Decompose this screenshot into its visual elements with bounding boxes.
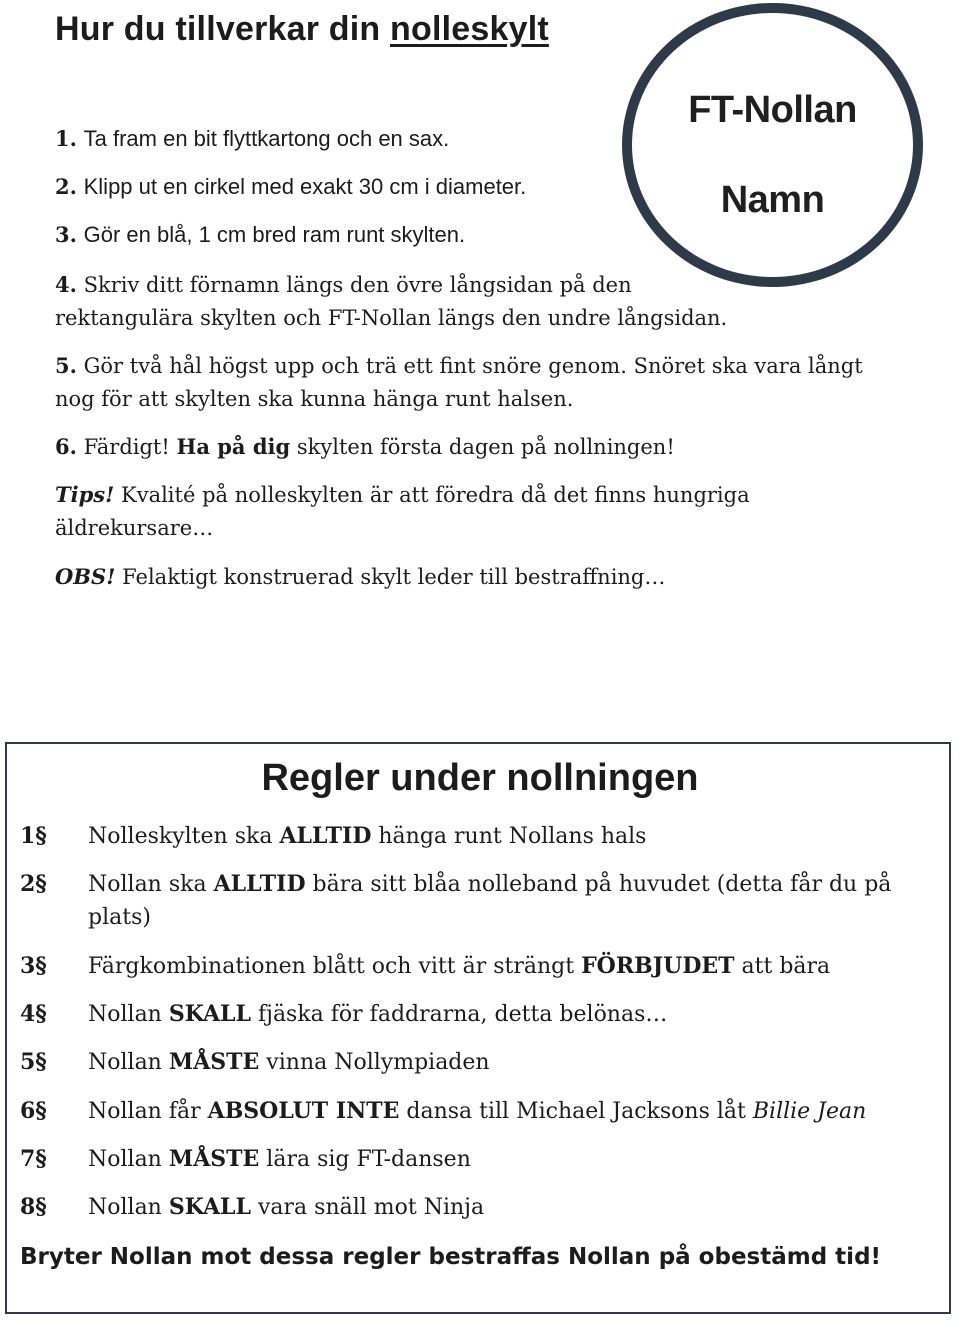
- rule-text: Nollan MÅSTE vinna Nollympiaden: [88, 1049, 490, 1075]
- tips-label: Tips!: [55, 482, 115, 507]
- step-number: 3.: [55, 222, 77, 247]
- badge-line-namn: Namn: [720, 179, 825, 221]
- rule-text: Nollan MÅSTE lära sig FT-dansen: [88, 1146, 471, 1172]
- step-text-bold: Ha på dig: [176, 434, 291, 459]
- rules-title: Regler under nollningen: [261, 757, 699, 799]
- step-number: 2.: [55, 174, 77, 199]
- step-text-a: Färdigt!: [83, 435, 177, 459]
- rule-text: Nollan SKALL vara snäll mot Ninja: [88, 1194, 485, 1220]
- step-text: Klipp ut en cirkel med exakt 30 cm i diameter.: [83, 174, 527, 199]
- step-number: 4.: [55, 272, 77, 297]
- rule-text: Nolleskylten ska ALLTID hänga runt Nollans hals: [88, 823, 647, 849]
- tips-text-line1: Kvalité på nolleskylten är att föredra då det finns hungriga: [114, 483, 750, 507]
- title-prefix: Hur du tillverkar din: [55, 10, 391, 48]
- step-text: Gör en blå, 1 cm bred ram runt skylten.: [83, 222, 466, 247]
- rule-number: 1§: [20, 823, 47, 849]
- rule-text: Färgkombinationen blått och vitt är strängt FÖRBJUDET att bära: [88, 953, 831, 979]
- title-underlined-word: nolleskylt: [390, 10, 549, 48]
- rule-number: 7§: [20, 1146, 47, 1172]
- tips-text-line2: äldrekursare…: [55, 516, 214, 540]
- rule-text: Nollan får ABSOLUT INTE dansa till Michael Jacksons låt Billie Jean: [88, 1098, 867, 1124]
- step-text-line2: nog för att skylten ska kunna hänga runt halsen.: [55, 387, 574, 411]
- step-5: [55, 349, 863, 416]
- rule-number: 2§: [20, 871, 47, 897]
- rule-text: Nollan ska ALLTID bära sitt blåa nolleband på huvudet (detta får du på plats): [88, 871, 892, 930]
- step-3: [55, 218, 465, 252]
- step-number: 1.: [55, 126, 77, 151]
- tips-note: [55, 478, 750, 545]
- rules-footer-warning: Bryter Nollan mot dessa regler bestraffas Nollan på obestämd tid!: [20, 1244, 882, 1270]
- page-title: [55, 8, 549, 50]
- step-6: [55, 430, 675, 464]
- rule-number: 8§: [20, 1194, 47, 1220]
- rule-text: Nollan SKALL fjäska för faddrarna, detta belönas…: [88, 1001, 668, 1027]
- step-2: [55, 170, 526, 204]
- step-number: 5.: [55, 353, 77, 378]
- rule-number: 4§: [20, 1001, 47, 1027]
- rule-number: 6§: [20, 1098, 47, 1124]
- step-text-line2: rektangulära skylten och FT-Nollan längs den undre långsidan.: [55, 306, 728, 330]
- step-text-b: skylten första dagen på nollningen!: [290, 435, 675, 459]
- name-badge-example: [622, 3, 923, 287]
- rule-number: 5§: [20, 1049, 47, 1075]
- badge-line-ft-nollan: FT-Nollan: [688, 89, 857, 131]
- step-number: 6.: [55, 434, 77, 459]
- step-1: [55, 122, 449, 156]
- step-4: [55, 268, 727, 335]
- obs-text: Felaktigt konstruerad skylt leder till bestraffning…: [115, 565, 666, 589]
- obs-note: [55, 560, 665, 594]
- obs-label: OBS!: [55, 564, 116, 589]
- step-text-line1: Gör två hål högst upp och trä ett fint snöre genom. Snöret ska vara långt: [83, 354, 863, 378]
- rule-number: 3§: [20, 953, 47, 979]
- step-text-line1: Skriv ditt förnamn längs den övre långsidan på den: [83, 273, 632, 297]
- step-text: Ta fram en bit flyttkartong och en sax.: [83, 126, 450, 151]
